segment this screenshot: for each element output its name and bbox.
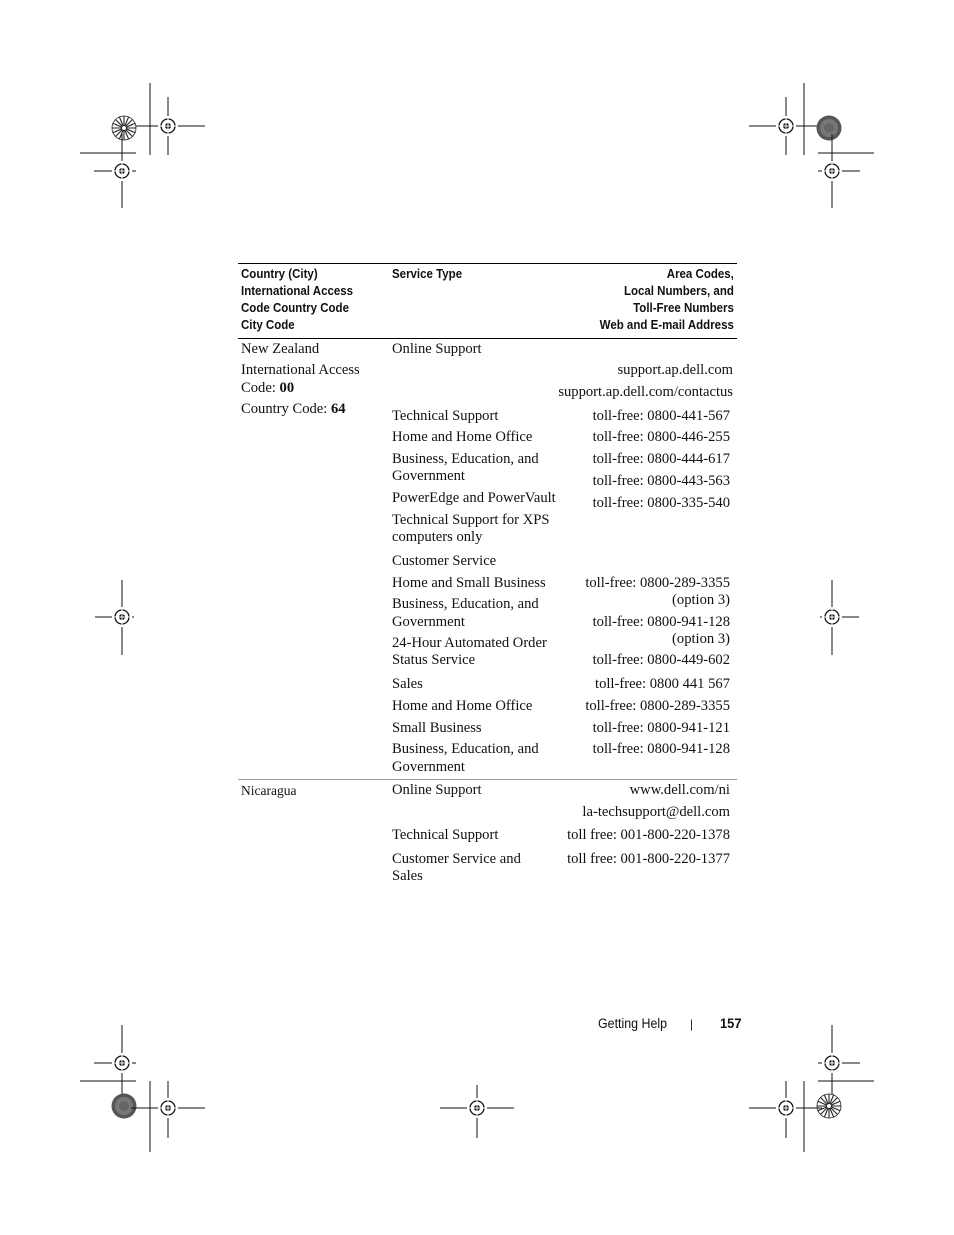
phone-number: toll-free: 0800-941-128 — [592, 741, 730, 757]
phone-number: toll-free: 0800-449-602 — [592, 652, 730, 668]
web-address: www.dell.com/ni — [629, 782, 730, 798]
service-type: Home and Small Business — [392, 575, 546, 591]
phone-number: toll free: 001-800-220-1377 — [567, 851, 730, 867]
crosshair-icon — [822, 607, 842, 627]
service-type: Home and Home Office — [392, 429, 533, 445]
phone-number: toll free: 001-800-220-1378 — [567, 827, 730, 843]
crosshair-icon — [112, 607, 132, 627]
service-type: Customer Service — [392, 553, 497, 569]
footer-section-title: Getting Help — [598, 1016, 668, 1031]
phone-number: toll-free: 0800-941-121 — [592, 720, 730, 736]
page-number: 157 — [720, 1015, 742, 1031]
service-type: Technical Support — [392, 408, 499, 424]
service-type: Small Business — [392, 720, 482, 736]
service-type: computers only — [392, 529, 483, 545]
crosshair-icon — [112, 161, 132, 181]
header-bottom-rule — [238, 338, 737, 339]
header-text: Local Numbers, and — [624, 284, 734, 298]
service-type: PowerEdge and PowerVault — [392, 490, 556, 506]
phone-number: toll-free: 0800-443-563 — [592, 473, 730, 489]
header-text: Area Codes, — [666, 267, 734, 281]
service-type: Technical Support for XPS — [392, 512, 550, 528]
crosshair-icon — [776, 116, 796, 136]
gray-disc-icon — [112, 1094, 137, 1119]
phone-option: (option 3) — [672, 631, 730, 647]
phone-number: toll-free: 0800-444-617 — [592, 451, 730, 467]
crosshair-icon — [822, 161, 842, 181]
crosshair-icon — [822, 1053, 842, 1073]
header-text: Code Country Code — [241, 301, 349, 315]
service-type: Business, Education, and — [392, 596, 539, 612]
phone-number: toll-free: 0800-289-3355 — [585, 575, 730, 591]
crosshair-icon — [158, 116, 178, 136]
country-code: Country Code: 64 — [241, 401, 346, 417]
phone-number: toll-free: 0800-441-567 — [592, 408, 730, 424]
service-type: Online Support — [392, 341, 482, 357]
crosshair-icon — [776, 1098, 796, 1118]
service-type: Government — [392, 759, 465, 775]
header-text: Country (City) — [241, 267, 318, 281]
gray-disc-icon — [817, 116, 842, 141]
header-text: International Access — [241, 284, 354, 298]
service-type: Business, Education, and — [392, 451, 539, 467]
starburst-icon — [112, 116, 136, 140]
header-text: Web and E-mail Address — [599, 318, 734, 332]
phone-number: toll-free: 0800-941-128 — [592, 614, 730, 630]
phone-option: (option 3) — [672, 592, 730, 608]
service-type: Sales — [392, 868, 423, 884]
service-type: Customer Service and — [392, 851, 521, 867]
international-access-label: International Access — [241, 362, 360, 378]
service-type: Status Service — [392, 652, 476, 668]
service-type: Business, Education, and — [392, 741, 539, 757]
service-type: Online Support — [392, 782, 482, 798]
service-type: 24-Hour Automated Order — [392, 635, 547, 651]
header-numbers-column — [600, 266, 734, 334]
phone-number: toll-free: 0800-446-255 — [592, 429, 730, 445]
phone-number: toll-free: 0800-335-540 — [592, 495, 730, 511]
service-type: Sales — [392, 676, 423, 692]
service-type: Government — [392, 468, 465, 484]
header-country-column — [241, 266, 353, 334]
row-separator-rule — [238, 779, 737, 780]
country-name: Nicaragua — [241, 783, 297, 798]
header-text: City Code — [241, 318, 295, 332]
crosshair-icon — [158, 1098, 178, 1118]
country-name: New Zealand — [241, 341, 320, 357]
starburst-icon — [817, 1094, 841, 1118]
header-service-type: Service Type — [392, 267, 463, 281]
table-top-rule — [238, 263, 737, 264]
phone-number: toll-free: 0800 441 567 — [595, 676, 730, 692]
web-address: support.ap.dell.com/contactus — [558, 384, 733, 400]
service-type: Government — [392, 614, 465, 630]
email-address: la-techsupport@dell.com — [582, 804, 730, 820]
header-text: Toll-Free Numbers — [633, 301, 734, 315]
web-address: support.ap.dell.com — [617, 362, 733, 378]
service-type: Technical Support — [392, 827, 499, 843]
footer-separator: | — [690, 1017, 693, 1031]
crosshair-icon — [467, 1098, 487, 1118]
international-access-code: Code: 00 — [241, 380, 295, 396]
crosshair-icon — [112, 1053, 132, 1073]
phone-number: toll-free: 0800-289-3355 — [585, 698, 730, 714]
service-type: Home and Home Office — [392, 698, 533, 714]
